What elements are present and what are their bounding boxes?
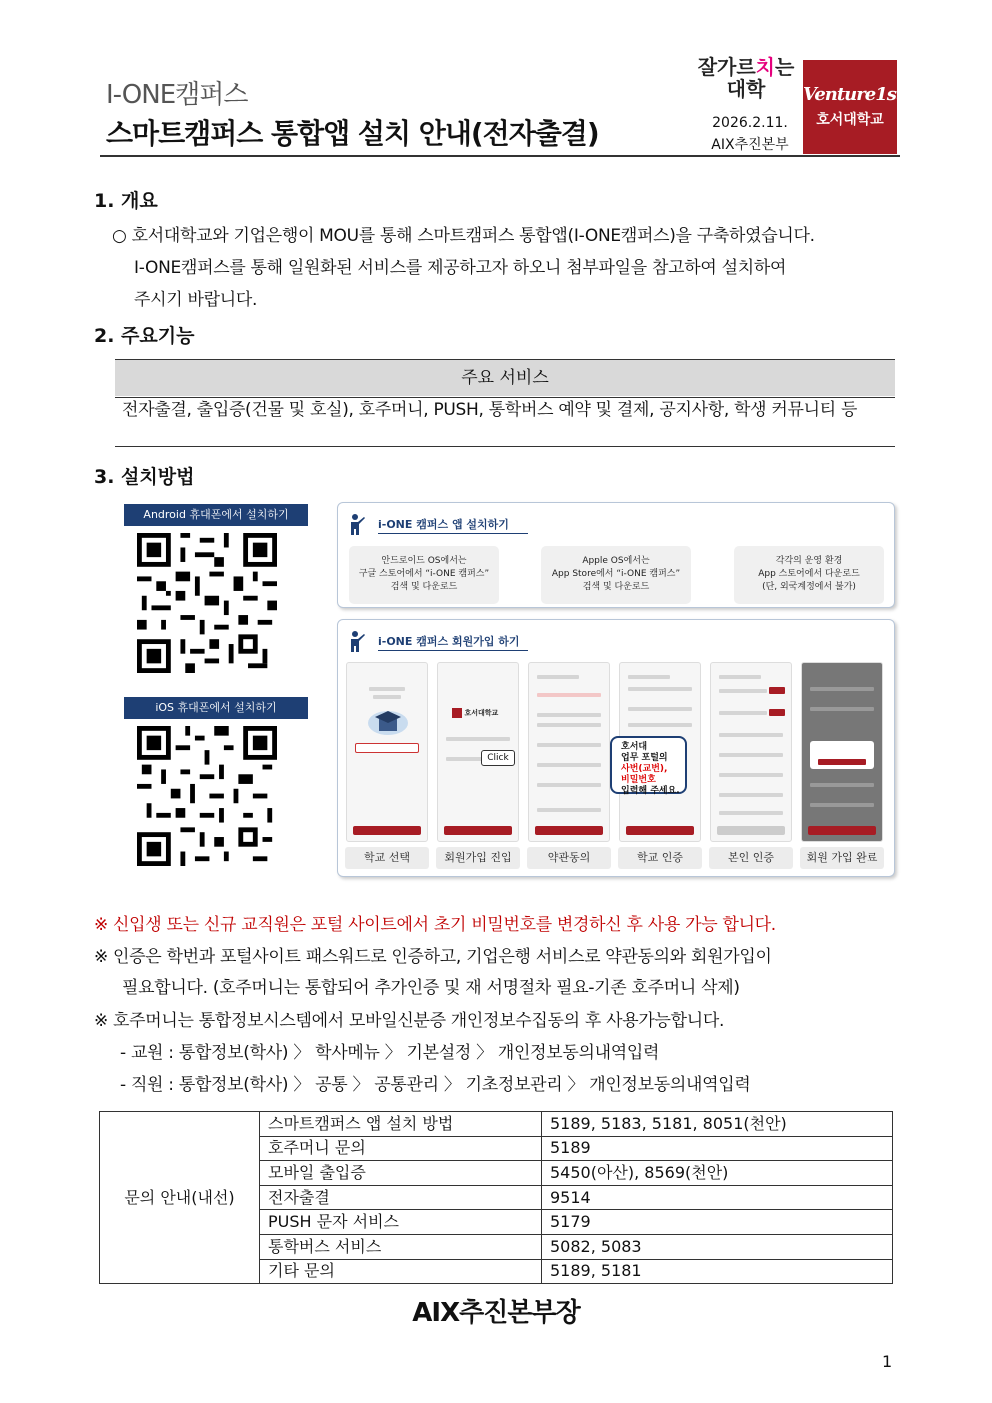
screen-signup-complete	[801, 662, 883, 842]
signature: AIX추진본부장	[412, 1298, 580, 1328]
contact-item: 호주머니 문의	[260, 1136, 542, 1161]
note-authentication-2: 필요합니다. (호주머니는 통합되어 추가인증 및 재 서명절차 필요-기존 호주머니 삭제)	[122, 978, 740, 998]
contact-extension: 5189, 5183, 5181, 8051(천안)	[542, 1112, 893, 1137]
contact-item: 전자출결	[260, 1185, 542, 1210]
screen-identity-verification	[710, 662, 792, 842]
contact-extension: 9514	[542, 1185, 893, 1210]
note-wallet-consent: ※ 호주머니는 통합정보시스템에서 모바일신분증 개인정보수집동의 후 사용가능합니다.	[94, 1011, 725, 1031]
section-overview-heading: 1. 개요	[94, 190, 158, 212]
section-install-heading: 3. 설치방법	[94, 466, 195, 488]
contact-extension: 5189	[542, 1136, 893, 1161]
ios-install-label: iOS 휴대폰에서 설치하기	[124, 697, 308, 719]
signup-panel	[337, 619, 895, 877]
contact-item: 스마트캠퍼스 앱 설치 방법	[260, 1112, 542, 1137]
step-school-select: 학교 선택	[345, 847, 429, 869]
signup-panel-title: i-ONE 캠퍼스 회원가입 하기	[348, 630, 520, 652]
contact-item: 통학버스 서비스	[260, 1234, 542, 1259]
services-bottom-border	[115, 446, 895, 447]
android-os-box: 안드로이드 OS에서는 구글 스토어에서 “i-ONE 캠퍼스” 검색 및 다운로드	[349, 546, 499, 604]
portal-credential-callout: 호서대 업무 포털의 사번(교번), 비밀번호 입력해 주세요.	[610, 736, 687, 794]
screen-terms-agreement	[528, 662, 610, 842]
install-panel-title-underline	[378, 533, 528, 534]
contact-extension: 5179	[542, 1210, 893, 1235]
step-terms-agreement: 약관동의	[527, 847, 611, 869]
presenter-icon	[348, 513, 372, 535]
phone-school-name: 호서대학교	[464, 709, 499, 717]
issue-info	[700, 112, 800, 156]
education-illustration-icon	[365, 707, 411, 737]
overview-line-1: ○ 호서대학교와 기업은행이 MOU를 통해 스마트캠퍼스 통합앱(I-ONE캠퍼스)을 구축하였습니다.	[112, 226, 815, 246]
page-number: 1	[882, 1352, 893, 1371]
contact-category: 문의 안내(내선)	[100, 1112, 260, 1284]
other-os-box: 각각의 운영 환경 App 스토어에서 다운로드 (단, 외국계정에서 불가)	[734, 546, 884, 604]
contact-extension: 5082, 5083	[542, 1234, 893, 1259]
contact-table	[99, 1111, 893, 1284]
contact-extension: 5189, 5181	[542, 1259, 893, 1284]
document-title: 스마트캠퍼스 통합앱 설치 안내(전자출결)	[106, 117, 599, 150]
contact-item: 모바일 출입증	[260, 1161, 542, 1186]
step-signup-complete: 회원 가입 완료	[800, 847, 884, 869]
click-callout: Click	[481, 750, 515, 766]
contact-item: 기타 문의	[260, 1259, 542, 1284]
step-signup-entry: 회원가입 진입	[436, 847, 520, 869]
install-panel-title: i-ONE 캠퍼스 앱 설치하기	[348, 513, 509, 535]
android-qr-code[interactable]	[137, 533, 277, 673]
document-subtitle: I-ONE캠퍼스	[106, 80, 248, 110]
university-logo: Venture1st 호서대학교	[803, 60, 897, 154]
overview-line-2: I-ONE캠퍼스를 통해 일원화된 서비스를 제공하고자 하오니 첨부파일을 참고하여 설치하여	[134, 258, 787, 278]
note-staff-path: - 직원 : 통합정보(학사) 〉 공통 〉 공통관리 〉 기초정보관리 〉 개인정보동의내역입력	[120, 1075, 751, 1095]
android-install-label: Android 휴대폰에서 설치하기	[124, 504, 308, 526]
slogan: 잘가르치는 대학	[697, 55, 795, 101]
contact-extension: 5450(아산), 8569(천안)	[542, 1161, 893, 1186]
note-new-user-password: ※ 신입생 또는 신규 교직원은 포털 사이트에서 초기 비밀번호를 변경하신 후 사용 가능 합니다.	[94, 915, 776, 935]
signup-panel-title-underline	[378, 650, 528, 651]
overview-line-3: 주시기 바랍니다.	[134, 290, 258, 310]
table-row	[100, 1112, 893, 1137]
note-authentication-1: ※ 인증은 학번과 포털사이트 패스워드로 인증하고, 기업은행 서비스로 약관동의와 회원가입이	[94, 947, 772, 967]
section-features-heading: 2. 주요기능	[94, 325, 195, 347]
services-table-header: 주요 서비스	[115, 360, 895, 396]
ios-qr-code[interactable]	[137, 726, 277, 866]
contact-item: PUSH 문자 서비스	[260, 1210, 542, 1235]
issue-date: 2026.2.11.	[712, 115, 788, 131]
screen-school-select	[346, 662, 428, 842]
step-identity-verification: 본인 인증	[709, 847, 793, 869]
presenter-icon	[348, 630, 372, 652]
note-faculty-path: - 교원 : 통합정보(학사) 〉 학사메뉴 〉 기본설정 〉 개인정보동의내역입력	[120, 1043, 660, 1063]
services-list: 전자출결, 출입증(건물 및 호실), 호주머니, PUSH, 통학버스 예약 및 결제, 공지사항, 학생 커뮤니티 등	[122, 400, 858, 420]
issuing-department: AIX추진본부	[711, 137, 789, 153]
apple-os-box: Apple OS에서는 App Store에서 “i-ONE 캠퍼스” 검색 및 다운로드	[541, 546, 691, 604]
step-school-auth: 학교 인증	[618, 847, 702, 869]
app-install-panel	[337, 502, 895, 608]
